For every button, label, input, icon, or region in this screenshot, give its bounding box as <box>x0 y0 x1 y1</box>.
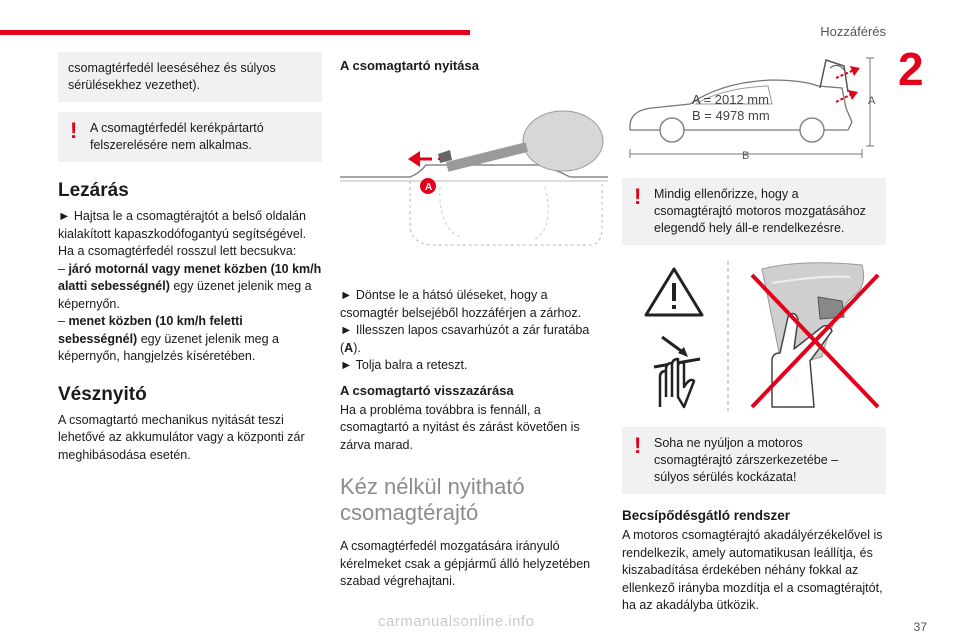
column-right <box>622 52 886 615</box>
warning-box-space <box>622 178 886 245</box>
watermark: carmanualsonline.info <box>378 613 535 630</box>
column-middle <box>340 52 608 591</box>
callout-a-label: A <box>425 182 433 193</box>
bold-text: járó motornál vagy menet közben (10 km/h alatti sebességnél) <box>58 261 322 293</box>
header-accent-bar <box>0 30 470 35</box>
text: ). <box>353 340 361 355</box>
pinch-warning-diagram <box>622 257 886 415</box>
step-2 <box>340 322 608 357</box>
warning-box-bike-rack <box>58 112 322 162</box>
close-paragraph: Ha a probléma továbbra is fennáll, a csomagtartó a nyitást és zárást követően is zárva marad. <box>340 402 580 452</box>
warning-exclamation-icon: ! <box>634 184 642 209</box>
lock-step: ► Hajtsa le a csomagtérajtót a belső oldalán kialakított kapaszkodófogantyú segítségével. <box>58 209 307 241</box>
anti-pinch-paragraph: A motoros csomagtérajtó akadályérzékelővel is rendelkezik, amely automatikusan leállítja, és kiszabadítása érdekében néhány fokkal az ellenkező irányba mozdítja el a csomagtérajtót, ha az akadályba ütközik. <box>622 528 883 612</box>
bold-text: menet közben (10 km/h feletti sebességnél) <box>58 314 243 346</box>
dash: – <box>58 314 65 328</box>
emergency-paragraph: A csomagtartó mechanikus nyitását teszi lehetővé az akkumulátor vagy a központi zár meghibásodása esetén. <box>58 412 305 462</box>
warning-exclamation-icon: ! <box>70 118 78 143</box>
screwdriver-lock-diagram <box>340 77 608 253</box>
heading-lezaras: Lezárás <box>58 180 129 201</box>
heading-anti-pinch: Becsípődésgátló rendszer <box>622 508 791 523</box>
column-left <box>58 52 322 464</box>
lock-item-1 <box>58 261 322 314</box>
warning-text: Mindig ellenőrizze, hogy a csomagtérajtó motoros mozgatásához elegendő hely áll-e rendelkezésre. <box>654 187 866 235</box>
warning-text: Soha ne nyúljon a motoros csomagtérajtó zárszerkezetébe – súlyos sérülés kockázata! <box>654 436 839 484</box>
note-box: csomagtérfedél leeséséhez és súlyos sérülésekhez vezethet). <box>58 52 322 102</box>
step-1: ► Döntse le a hátsó üléseket, hogy a csomagtér belsejéből hozzáférjen a zárhoz. <box>340 288 582 320</box>
warning-text: A csomagtérfedél kerékpártartó felszerelésére nem alkalmas. <box>90 121 264 152</box>
dim-label-b: B <box>742 150 750 160</box>
dim-label-a: A <box>868 95 876 107</box>
car-dimension-illustration <box>622 52 886 160</box>
dash: – <box>58 261 65 276</box>
heading-open-trunk: A csomagtartó nyitása <box>340 58 479 73</box>
dim-a-value: A = 2012 mm <box>692 92 769 107</box>
car-dimensions-diagram <box>622 52 886 160</box>
heading-vesznyito: Vésznyitó <box>58 383 147 405</box>
lock-condition: Ha a csomagtérfedél rosszul lett becsukva: <box>58 244 297 258</box>
handsfree-paragraph: A csomagtérfedél mozgatására irányuló kérelmeket csak a gépjármű álló helyzetében szabad végrehajtani. <box>340 539 591 588</box>
open-steps <box>340 287 608 375</box>
pinch-warning-illustration <box>622 257 886 415</box>
lock-item-2 <box>58 313 322 366</box>
text: ► Illesszen lapos csavarhúzót a zár furatába ( <box>340 323 590 355</box>
bold-text: A <box>344 340 354 355</box>
warning-exclamation-icon: ! <box>634 433 642 458</box>
dim-b-value: B = 4978 mm <box>692 108 770 123</box>
heading-handsfree: Kéz nélkül nyitható csomagtérajtó <box>340 474 525 525</box>
heading-close-trunk: A csomagtartó visszazárása <box>340 382 514 398</box>
text: egy üzenet jelenik meg a képernyőn, hangjelzés kíséretében. <box>58 331 279 363</box>
hand-icon <box>660 359 694 407</box>
lock-paragraph <box>58 208 322 366</box>
step-3: ► Tolja balra a reteszt. <box>340 358 468 372</box>
warning-box-pinch <box>622 427 886 494</box>
text: egy üzenet jelenik meg a képernyőn. <box>58 279 312 311</box>
page-number: 37 <box>913 620 927 634</box>
lock-release-illustration <box>340 77 608 253</box>
chapter-number: 2 <box>898 43 924 95</box>
section-title: Hozzáférés <box>820 24 886 39</box>
